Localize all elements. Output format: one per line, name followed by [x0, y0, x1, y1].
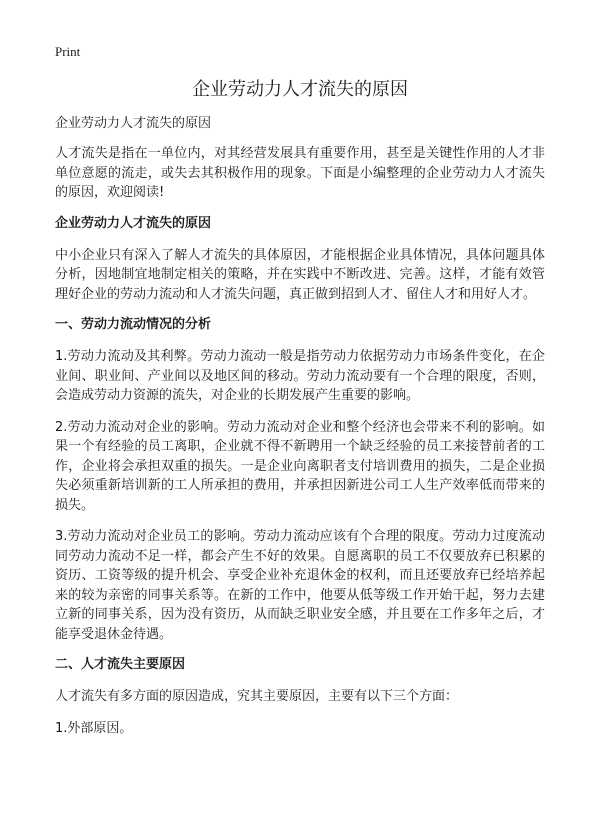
section-2-intro: 人才流失有多方面的原因造成，究其主要原因，主要有以下三个方面： — [55, 689, 459, 704]
page-title: 企业劳动力人才流失的原因 — [192, 79, 408, 100]
section-1-paragraph-1: 1.劳动力流动及其利弊。劳动力流动一般是指劳动力依据劳动力市场条件变化，在企业间、职业间、产业间以及地区间的移动。劳动力流动要有一个合理的限度，否则，会造成劳动力资源的流失，对企业的长期发展产生重要的影响。 — [55, 349, 545, 403]
section-1-paragraph-3: 3.劳动力流动对企业员工的影响。劳动力流动应该有个合理的限度。劳动力过度流动同劳动力流动不足一样，都会产生不好的效果。自愿离职的员工不仅要放弃已积累的资历、工资等级的提升机会、享受企业补充退休金的权利，而且还要放弃已经培养起来的较为亲密的同事关系等。在新的工作中，他要从低等级工作开始干起，努力去建立新的同事关系，因为没有资历，从而缺乏职业安全感，并且要在工作多年之后，才能享受退休金待遇。 — [55, 529, 545, 642]
section-main-heading: 企业劳动力人才流失的原因 — [55, 215, 212, 231]
section-1-heading: 一、劳动力流动情况的分析 — [55, 317, 212, 332]
section-2-heading: 二、人才流失主要原因 — [55, 657, 186, 672]
section-main-paragraph: 中小企业只有深入了解人才流失的具体原因，才能根据企业具体情况，具体问题具体分析，因地制宜地制定相关的策略，并在实践中不断改进、完善。这样，才能有效管理好企业的劳动力流动和人才流失问题，真正做到招到人才、留住人才和用好人才。 — [55, 247, 545, 302]
print-link[interactable]: Print — [55, 44, 81, 59]
article-subtitle: 企业劳动力人才流失的原因 — [55, 116, 212, 131]
section-2-item-1: 1.外部原因。 — [55, 720, 133, 736]
intro-paragraph: 人才流失是指在一单位内，对其经营发展具有重要作用，甚至是关键性作用的人才非单位意愿的流走，或失去其积极作用的现象。下面是小编整理的企业劳动力人才流失的原因，欢迎阅读! — [55, 146, 545, 200]
section-1-paragraph-2: 2.劳动力流动对企业的影响。劳动力流动对企业和整个经济也会带来不利的影响。如果一个有经验的员工离职，企业就不得不新聘用一个缺乏经验的员工来接替前者的工作，企业将会承担双重的损失。一是企业向离职者支付培训费用的损失，二是企业损失必须重新培训新的工人所承担的费用，并承担因新进公司工人生产效率低而带来的损失。 — [55, 419, 545, 513]
